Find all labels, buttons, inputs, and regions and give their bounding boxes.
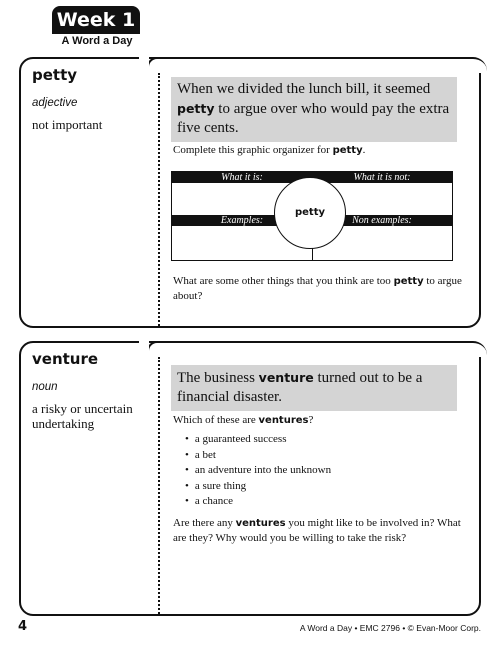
list-item: • a sure thing <box>185 479 331 495</box>
keyword: petty <box>177 101 215 116</box>
options-list <box>185 432 331 510</box>
word-card-venture <box>19 341 481 616</box>
footer-credit: A Word a Day • EMC 2796 • © Evan-Moor Corp. <box>299 623 481 633</box>
card-notch <box>147 57 487 73</box>
graphic-organizer <box>171 171 453 261</box>
page-number: 4 <box>18 619 28 634</box>
example-sentence: When we divided the lunch bill, it seemed petty to argue over who would pay the extra five cents. <box>171 77 457 142</box>
word-card-petty <box>19 57 481 328</box>
what-it-is-label: What it is: <box>221 172 263 183</box>
non-examples-label: Non examples: <box>352 215 412 226</box>
word-title: petty <box>32 66 78 84</box>
part-of-speech: noun <box>32 381 58 393</box>
definition: not important <box>32 117 103 132</box>
card-notch <box>147 341 487 357</box>
part-of-speech: adjective <box>32 97 78 109</box>
list-item: • an adventure into the unknown <box>185 463 331 479</box>
keyword: venture <box>258 370 314 385</box>
list-item: • a guaranteed success <box>185 432 331 448</box>
discussion-question: What are some other things that you think are too petty to argue about? <box>173 275 462 302</box>
list-item: • a chance <box>185 494 331 510</box>
word-title: venture <box>32 350 99 368</box>
list-item: • a bet <box>185 448 331 464</box>
example-sentence: The business venture turned out to be a financial disaster. <box>171 365 457 411</box>
definition: a risky or uncertain undertaking <box>32 401 133 431</box>
week-tab: Week 1 <box>52 6 140 34</box>
examples-label: Examples: <box>220 215 264 226</box>
question-prompt: Which of these are ventures? <box>173 414 314 426</box>
subtitle: A Word a Day <box>61 35 133 47</box>
discussion-question: Are there any ventures you might like to be involved in? What are they? Why would you be willing to take the risk? <box>173 517 461 544</box>
organizer-center: petty <box>274 177 346 249</box>
organizer-prompt: Complete this graphic organizer for petty. <box>173 144 366 156</box>
what-it-is-not-label: What it is not: <box>353 172 411 183</box>
